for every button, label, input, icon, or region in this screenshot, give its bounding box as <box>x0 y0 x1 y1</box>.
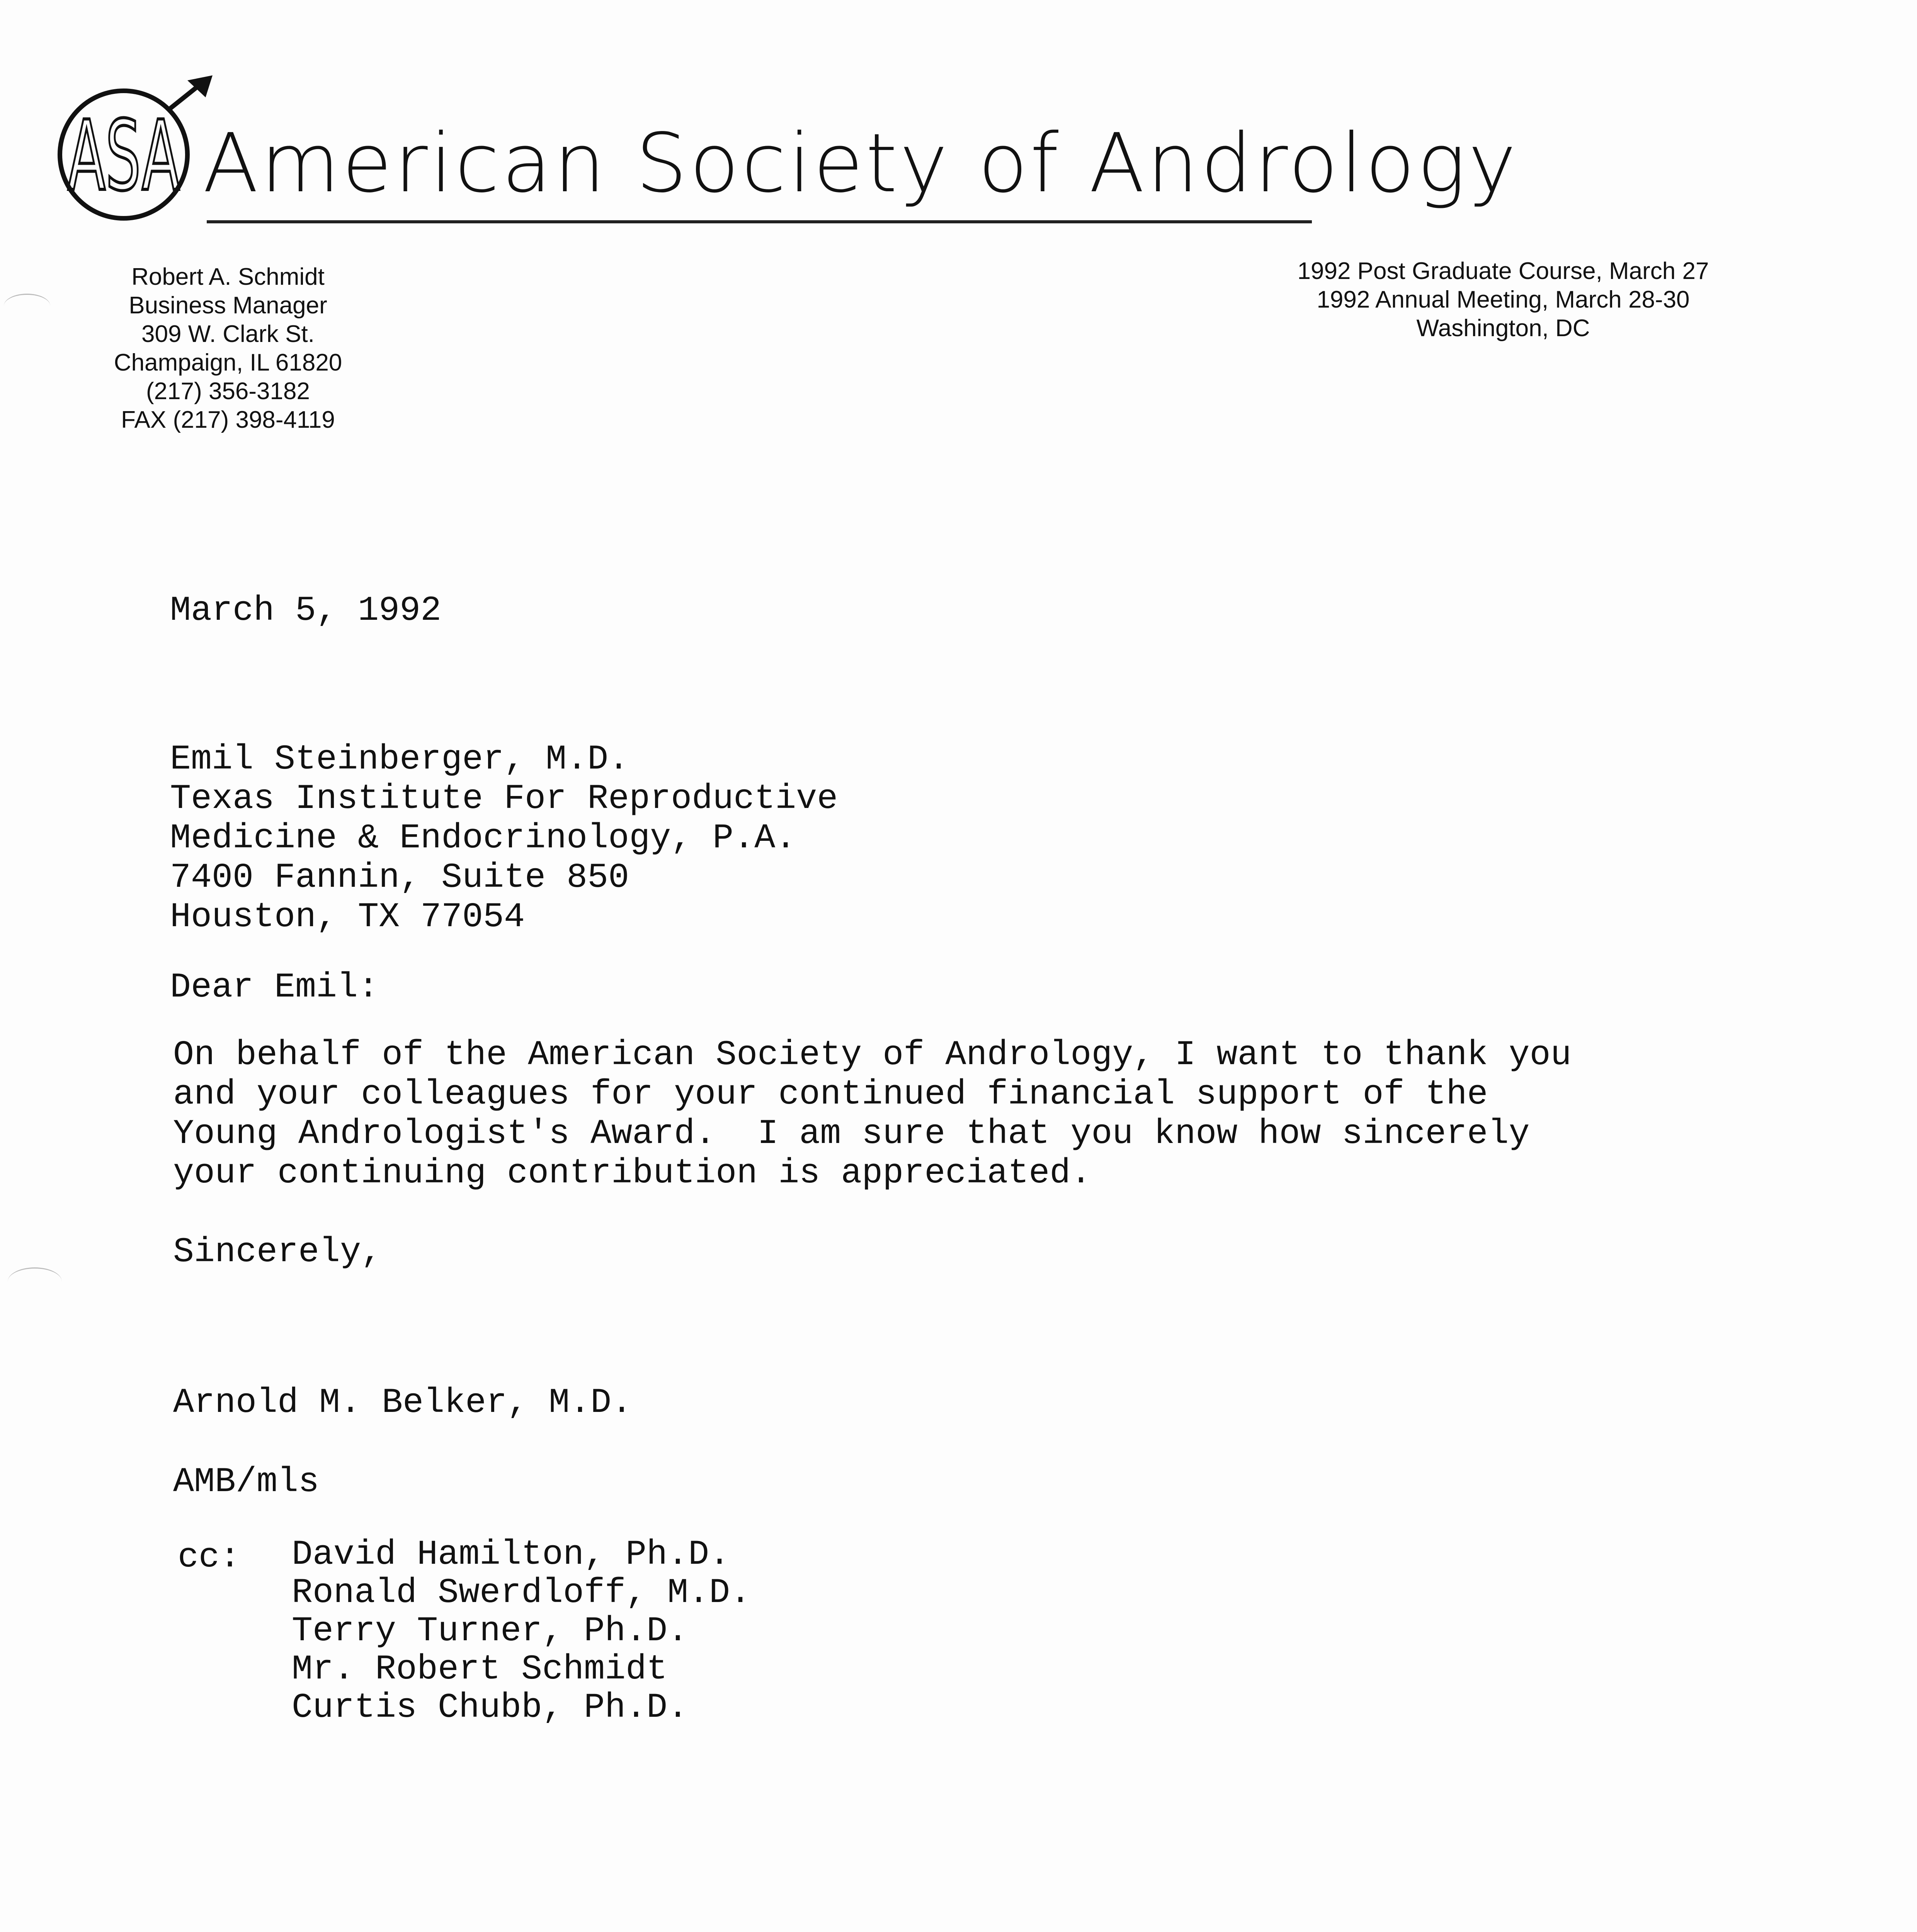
body-line: and your colleagues for your continued financial support of the <box>173 1075 1488 1114</box>
cc-label: cc: <box>178 1538 241 1577</box>
typist-initials: AMB/mls <box>173 1463 320 1502</box>
cc-recipient: Ronald Swerdloff, M.D. <box>292 1573 751 1613</box>
sender-line: Champaign, IL 61820 <box>114 349 342 376</box>
cc-list <box>292 1536 751 1727</box>
cc-recipient: Curtis Chubb, Ph.D. <box>292 1688 689 1728</box>
recipient-line: Houston, TX 77054 <box>170 898 525 937</box>
salutation: Dear Emil: <box>170 968 379 1007</box>
cc-recipient: Terry Turner, Ph.D. <box>292 1612 689 1651</box>
closing: Sincerely, <box>173 1233 382 1272</box>
cc-recipient: David Hamilton, Ph.D. <box>292 1535 730 1575</box>
scan-artifact <box>8 1267 62 1296</box>
body-line: your continuing contribution is appreciated. <box>173 1154 1092 1193</box>
meeting-line: 1992 Annual Meeting, March 28-30 <box>1317 286 1690 313</box>
meeting-info <box>1237 257 1770 343</box>
letterhead-rule <box>207 220 1312 223</box>
recipient-line: 7400 Fannin, Suite 850 <box>170 858 629 898</box>
sender-line: Robert A. Schmidt <box>131 264 325 290</box>
logo-text: ASA <box>68 100 180 212</box>
scan-artifact <box>4 294 50 318</box>
cc-recipient: Mr. Robert Schmidt <box>292 1650 668 1689</box>
recipient-line: Emil Steinberger, M.D. <box>170 740 629 779</box>
body-line: On behalf of the American Society of Andrology, I want to thank you <box>173 1036 1572 1075</box>
letter-date: March 5, 1992 <box>170 591 442 631</box>
recipient-line: Texas Institute For Reproductive <box>170 779 838 819</box>
meeting-line: 1992 Post Graduate Course, March 27 <box>1297 258 1709 284</box>
recipient-address <box>170 740 838 937</box>
asa-logo <box>54 73 224 228</box>
sender-line: (217) 356-3182 <box>146 378 310 405</box>
sender-line: 309 W. Clark St. <box>141 321 315 347</box>
signer-name: Arnold M. Belker, M.D. <box>173 1383 633 1423</box>
body-line: Young Andrologist's Award. I am sure that you know how sincerely <box>173 1114 1530 1154</box>
meeting-line: Washington, DC <box>1416 315 1590 342</box>
recipient-line: Medicine & Endocrinology, P.A. <box>170 819 796 858</box>
organization-name: American Society of Andrology <box>203 116 1519 211</box>
sender-line: FAX (217) 398-4119 <box>121 406 335 433</box>
sender-address <box>93 263 363 434</box>
letter-body <box>173 1036 1572 1193</box>
sender-line: Business Manager <box>129 292 327 319</box>
